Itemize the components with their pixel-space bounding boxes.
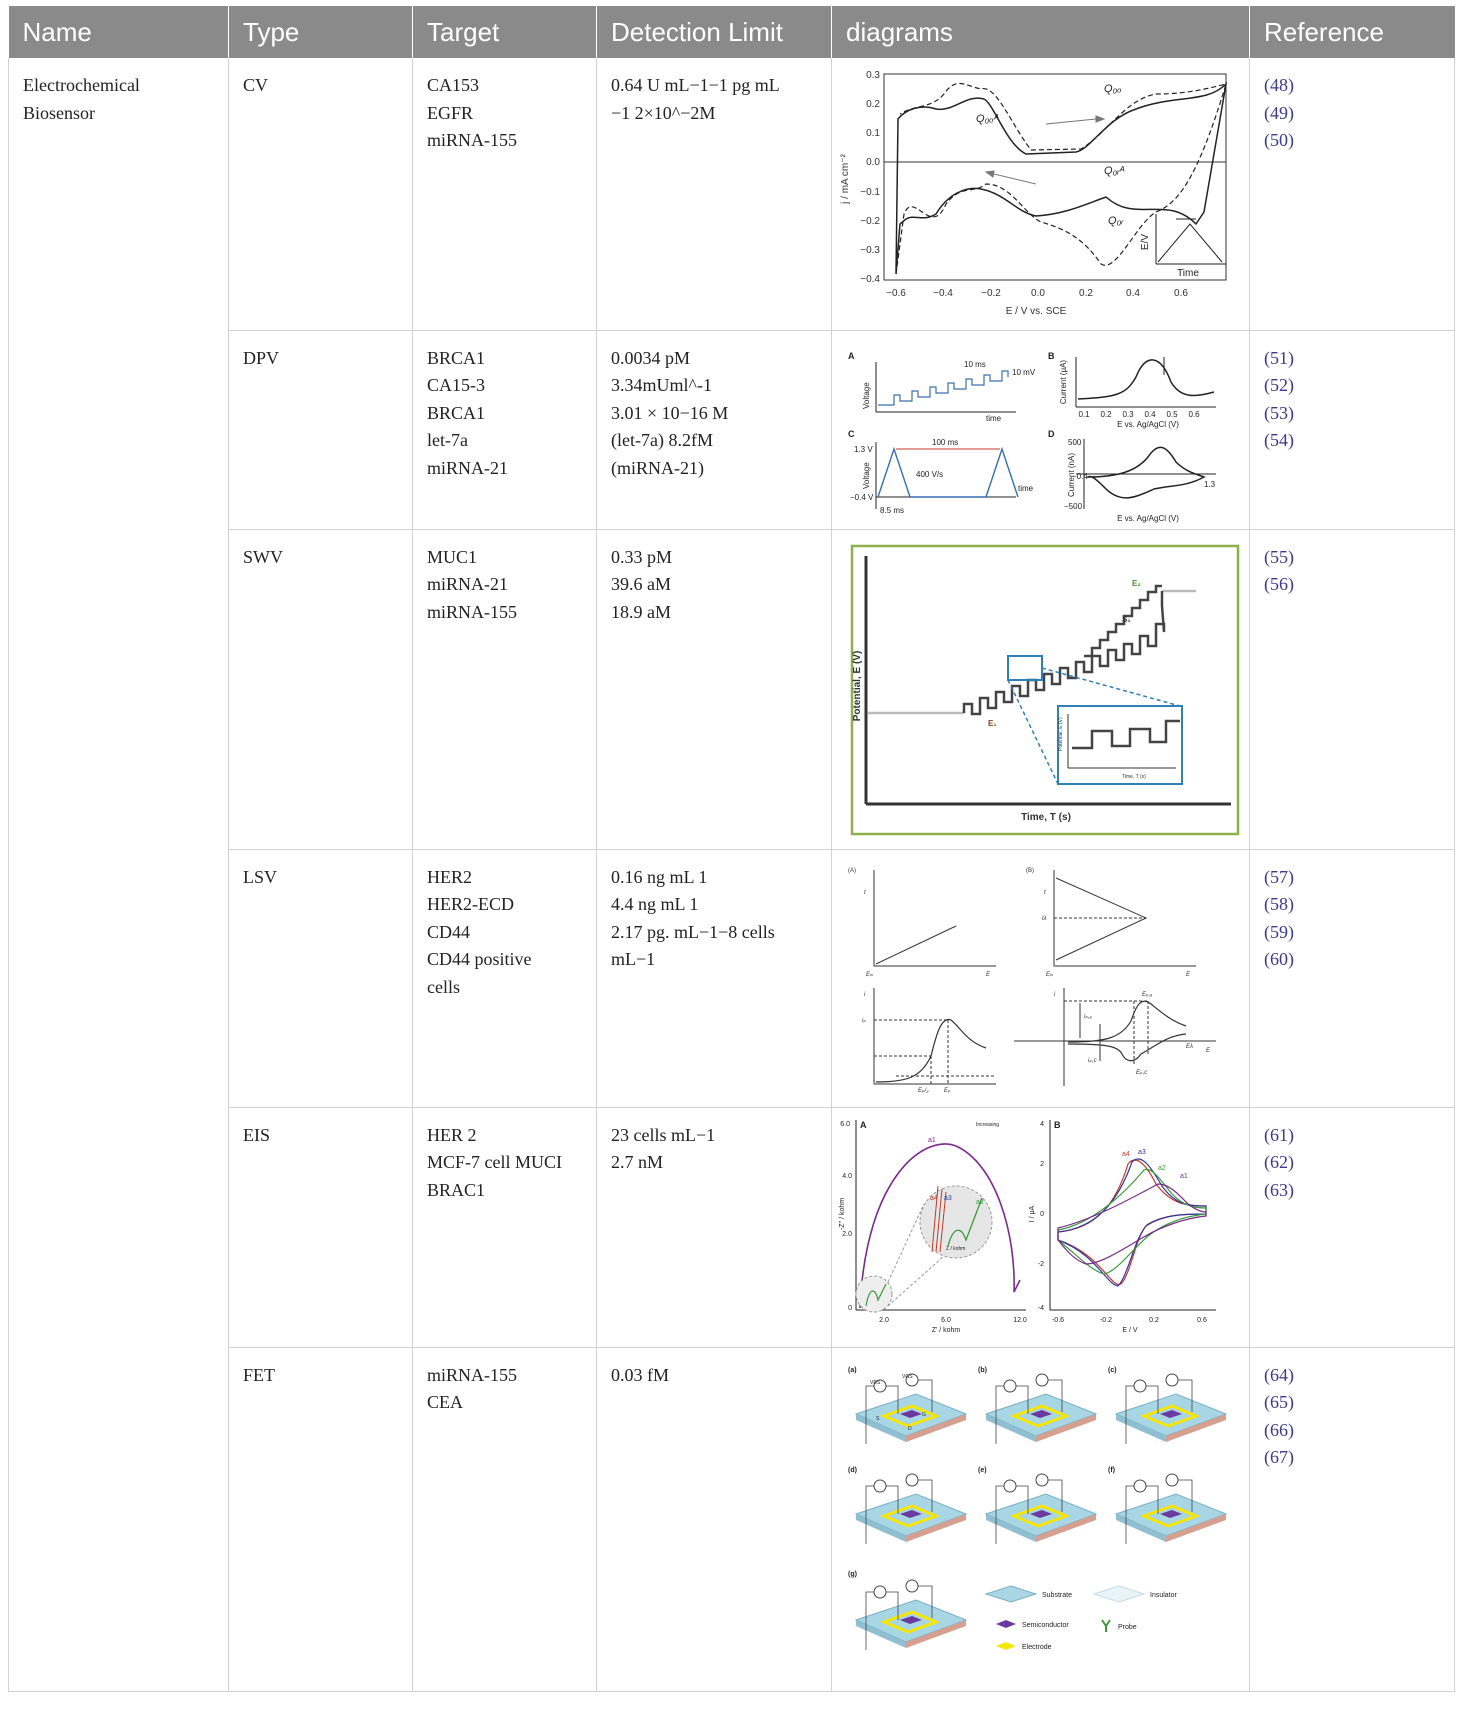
cv-diagram <box>836 64 1244 322</box>
target-item: BRCA1 <box>427 402 486 423</box>
dpv-diagram-cell <box>832 330 1250 529</box>
reference-link[interactable]: (60) <box>1264 949 1294 969</box>
cv-xlabel: E / V vs. SCE <box>1005 306 1067 317</box>
dpv-b-xtick: 0.5 <box>1166 409 1178 419</box>
dpv-c-label-width: 8.5 ms <box>880 505 905 515</box>
reference-link[interactable]: (52) <box>1264 375 1294 395</box>
reference-link[interactable]: (67) <box>1264 1447 1294 1467</box>
lsv-diagram-cell <box>832 849 1250 1107</box>
eis-a-ylabel: -Z'' / kohm <box>839 1197 846 1230</box>
cv-ytick: −0.1 <box>860 187 880 198</box>
cv-xtick: −0.4 <box>933 288 953 299</box>
header-diagrams: diagrams <box>832 6 1250 58</box>
fet-panel-f: (f) <box>1108 1466 1115 1474</box>
swv-label-e1: E₁ <box>988 718 997 728</box>
dpv-panel-a: A <box>848 350 855 361</box>
fet-term-d: D <box>908 1425 912 1432</box>
lsv-label: iₚ <box>862 1017 866 1024</box>
cv-ytick: 0.0 <box>866 157 880 168</box>
target-item: CD44 <box>427 921 471 942</box>
lsv-label: Eᵢₙ <box>866 971 874 978</box>
type-cell: LSV <box>229 849 413 1107</box>
swv-inset-ylabel: Potential, E (V) <box>1058 716 1064 751</box>
eis-a-label-a4: a4 <box>930 1194 938 1202</box>
target-item: MUC1 <box>427 546 478 567</box>
fet-legend-label: Substrate <box>1042 1591 1072 1599</box>
lsv-label: Eₚ,c <box>1136 1069 1148 1076</box>
limit-item: 0.03 fM <box>611 1364 669 1385</box>
target-item: miRNA-155 <box>427 601 517 622</box>
fet-panel-a: (a) <box>848 1366 857 1374</box>
eis-a-xtick: 6.0 <box>941 1316 951 1324</box>
cv-yticks <box>860 70 880 285</box>
dpv-panel-c: C <box>848 428 855 439</box>
swv-zoom-line <box>1042 668 1180 706</box>
lsv-label: t <box>864 889 866 896</box>
cv-frame <box>884 74 1226 280</box>
header-row <box>9 6 1455 58</box>
eis-a-legend-label: Increasing <box>976 1121 1000 1128</box>
dpv-b-xtick: 0.2 <box>1100 409 1112 419</box>
fet-device-sketch <box>1116 1374 1226 1444</box>
lsv-label: t <box>1044 889 1046 896</box>
cv-xtick: 0.2 <box>1079 288 1093 299</box>
target-item: miRNA-21 <box>427 574 508 594</box>
dpv-b-xtick: 0.1 <box>1078 409 1090 419</box>
eis-b-xtick: -0.6 <box>1051 1316 1065 1324</box>
lsv-label: tλ <box>1042 915 1047 922</box>
cv-xtick: 0.4 <box>1126 288 1140 299</box>
eis-b-xtick: -0.2 <box>1099 1316 1113 1324</box>
fet-legend-substrate-swatch <box>986 1586 1036 1602</box>
eis-b-ylabel: I / μA <box>1029 1205 1036 1222</box>
limit-item: −1 2×10^−2M <box>611 102 716 123</box>
cv-inset-triangle <box>1158 224 1222 262</box>
fet-term-g: G <box>922 1411 926 1418</box>
lsv-label: i <box>864 991 866 998</box>
cv-xtick: −0.6 <box>886 288 906 299</box>
dpv-a-label-time: time <box>986 413 1002 423</box>
dpv-a-label-mv: 10 mV <box>1012 367 1036 377</box>
reference-link[interactable]: (59) <box>1264 921 1294 942</box>
eis-a-ytick: 2.0 <box>842 1230 852 1238</box>
eis-b-xtick: 0.6 <box>1197 1316 1207 1324</box>
eis-a-label-a1: a1 <box>928 1136 936 1144</box>
target-item: let-7a <box>427 430 468 450</box>
cv-ytick: 0.2 <box>866 99 880 110</box>
reference-link[interactable]: (48) <box>1264 75 1294 95</box>
dpv-a-pulse-train <box>878 371 1008 405</box>
table-row <box>9 58 1455 330</box>
cv-label-qora: Q₀ᵣᴬ <box>1104 165 1125 177</box>
target-item: miRNA-155 <box>427 130 517 150</box>
cv-label-qor: Q₀ᵣ <box>1108 215 1124 227</box>
dpv-a-label-ms: 10 ms <box>964 359 986 369</box>
target-item: HER2-ECD <box>427 894 514 914</box>
cv-dashed-curve <box>896 84 1226 274</box>
header-name: Name <box>9 6 229 58</box>
fet-term-vds: VDS <box>870 1379 881 1386</box>
fet-legend-label: Semiconductor <box>1022 1621 1069 1629</box>
eis-b-ytick: 4 <box>1040 1120 1044 1128</box>
limit-item: 18.9 aM <box>611 601 671 622</box>
lsv-label: iₚ,ₐ <box>1084 1013 1092 1020</box>
reference-link[interactable]: (53) <box>1264 402 1294 423</box>
eis-a-ytick: 4.0 <box>842 1172 852 1180</box>
limit-item: 0.0034 pM <box>611 347 691 368</box>
lsv-panel-a: (A) <box>848 867 856 874</box>
dpv-d-xtick-left: −0.4 <box>1072 471 1088 481</box>
reference-link[interactable]: (62) <box>1264 1152 1294 1172</box>
fet-legend <box>986 1586 1178 1651</box>
fet-devices <box>856 1374 1226 1650</box>
dpv-d-xlabel: E vs. Ag/AgCl (V) <box>1117 513 1179 523</box>
reference-link[interactable]: (57) <box>1264 866 1294 887</box>
dpv-c-triangle-wave <box>878 449 1018 497</box>
swv-label-s1: S₁ <box>1122 614 1131 624</box>
reference-link[interactable]: (51) <box>1264 347 1294 368</box>
lsv-label: E <box>986 971 991 978</box>
dpv-b-xlabel: E vs. Ag/AgCl (V) <box>1117 419 1179 429</box>
swv-zoom-box <box>1008 656 1042 680</box>
target-item: MCF-7 cell MUCI <box>427 1152 562 1172</box>
limit-item: 2.7 nM <box>611 1152 664 1172</box>
limit-cell <box>597 529 832 849</box>
reference-link[interactable]: (65) <box>1264 1392 1294 1412</box>
reference-link[interactable]: (58) <box>1264 894 1294 914</box>
swv-ylabel: Potential, E (V) <box>852 650 863 721</box>
fet-legend-label: Insulator <box>1150 1591 1177 1599</box>
fet-diagram-cell <box>832 1347 1250 1691</box>
dpv-d-ytick-bottom: −500 <box>1064 501 1083 511</box>
target-cell <box>413 849 597 1107</box>
swv-inset-xlabel: Time, T (s) <box>1122 773 1146 780</box>
target-cell <box>413 1107 597 1347</box>
cv-inset-xlabel: Time <box>1177 268 1199 279</box>
reference-link[interactable]: (49) <box>1264 102 1294 123</box>
eis-b-xlabel: E / V <box>1122 1326 1138 1334</box>
dpv-panel-d: D <box>1048 428 1055 439</box>
eis-b-label-a3: a3 <box>1138 1148 1146 1156</box>
limit-cell <box>597 849 832 1107</box>
reference-cell <box>1250 1347 1455 1691</box>
reference-link[interactable]: (63) <box>1264 1179 1294 1200</box>
swv-xlabel: Time, T (s) <box>1021 811 1071 823</box>
dpv-diagram <box>836 337 1244 523</box>
lsv-label: Eₚ/₂ <box>918 1087 929 1094</box>
type-cell: FET <box>229 1347 413 1691</box>
fet-legend-label: Probe <box>1118 1623 1137 1631</box>
eis-a-inset-label: Z / kohm <box>946 1245 966 1252</box>
dpv-d-ylabel: Current (nA) <box>1067 452 1076 497</box>
cv-arrows <box>986 116 1104 184</box>
cv-xticks <box>886 288 1188 299</box>
eis-a-ytick: 0 <box>848 1304 852 1312</box>
type-cell: DPV <box>229 330 413 529</box>
target-item: BRAC1 <box>427 1179 486 1200</box>
type-cell: CV <box>229 58 413 330</box>
fet-panel-d: (d) <box>848 1466 857 1474</box>
limit-item: 3.34mUml^-1 <box>611 375 712 395</box>
cv-ytick: 0.1 <box>866 128 880 139</box>
eis-b-ytick: 2 <box>1040 1160 1044 1168</box>
fet-panel-e: (e) <box>978 1466 987 1474</box>
limit-item: 2.17 pg. mL−1−8 cells <box>611 921 775 942</box>
fet-device-sketch <box>856 1474 966 1544</box>
dpv-c-label-voltage: Voltage <box>862 461 871 489</box>
cv-xtick: −0.2 <box>981 288 1001 299</box>
eis-panel-a: A <box>860 1119 867 1130</box>
cv-ytick: −0.4 <box>860 274 880 285</box>
target-cell <box>413 529 597 849</box>
cv-arrow-head <box>1096 116 1104 122</box>
dpv-b-xtick: 0.4 <box>1144 409 1156 419</box>
eis-diagram <box>836 1114 1244 1340</box>
target-item: CA15-3 <box>427 375 485 395</box>
fet-panel-b: (b) <box>978 1366 987 1374</box>
cv-arrow-head <box>986 171 994 177</box>
cv-ylabel: j / mA cm⁻² <box>840 154 851 204</box>
name-line: Biosensor <box>23 102 95 123</box>
reference-cell <box>1250 58 1455 330</box>
cv-label-qooa: Q₀ₒᴬ <box>976 113 999 125</box>
cv-inset-ylabel: E/V <box>1140 233 1151 251</box>
target-item: CEA <box>427 1392 463 1412</box>
fet-legend-probe-swatch <box>1102 1620 1110 1632</box>
limit-item: 39.6 aM <box>611 574 671 594</box>
reference-cell <box>1250 529 1455 849</box>
eis-a-ytick: 6.0 <box>840 1120 850 1128</box>
cv-inset <box>1156 214 1226 264</box>
lsv-b-anodic-curve <box>1068 1001 1186 1042</box>
dpv-d-ytick-top: 500 <box>1068 437 1082 447</box>
limit-cell <box>597 330 832 529</box>
target-item: HER2 <box>427 866 472 887</box>
fet-panel-c: (c) <box>1108 1366 1117 1374</box>
fet-device-sketch <box>986 1474 1096 1544</box>
limit-cell <box>597 1347 832 1691</box>
target-cell <box>413 1347 597 1691</box>
target-item: CA153 <box>427 75 480 95</box>
limit-item: 0.16 ng mL 1 <box>611 866 708 887</box>
cv-ytick: 0.3 <box>866 70 880 81</box>
name-line: Electrochemical <box>23 75 140 95</box>
dpv-b-xtick: 0.6 <box>1188 409 1200 419</box>
target-item: cells <box>427 976 460 997</box>
eis-a-zoom-circle <box>856 1276 892 1312</box>
target-item: BRCA1 <box>427 347 486 368</box>
cv-xtick: 0.6 <box>1174 288 1188 299</box>
eis-b-label-a1: a1 <box>1180 1172 1188 1180</box>
fet-term-vgs: VGS <box>902 1373 913 1380</box>
swv-staircase <box>964 591 1164 714</box>
eis-a-xtick: 12.0 <box>1013 1316 1027 1324</box>
target-cell <box>413 58 597 330</box>
type-cell: EIS <box>229 1107 413 1347</box>
lsv-label: Eλ <box>1186 1043 1193 1050</box>
dpv-d-cv-loop <box>1088 447 1204 498</box>
lsv-b-triangle <box>1056 878 1146 960</box>
fet-legend-insulator-swatch <box>1094 1586 1144 1602</box>
target-item: HER 2 <box>427 1124 477 1145</box>
lsv-label: E <box>1186 971 1191 978</box>
cv-solid-curve <box>896 84 1226 274</box>
limit-item: 3.01 × 10−16 M <box>611 402 729 423</box>
dpv-c-label-bottom: −0.4 V <box>850 492 874 502</box>
reference-link[interactable]: (56) <box>1264 574 1294 594</box>
dpv-c-label-rate: 400 V/s <box>916 469 944 479</box>
dpv-c-label-top: 1.3 V <box>854 444 873 454</box>
dpv-b-ylabel: Current (μA) <box>1059 359 1068 404</box>
header-detection-limit: Detection Limit <box>597 6 832 58</box>
lsv-label: i <box>1054 991 1056 998</box>
eis-b-ytick: -2 <box>1037 1260 1044 1268</box>
limit-item: mL−1 <box>611 949 656 969</box>
fet-device-sketch <box>856 1580 966 1650</box>
header-target: Target <box>413 6 597 58</box>
limit-item: 4.4 ng mL 1 <box>611 894 699 914</box>
limit-item: (let-7a) 8.2fM <box>611 430 713 450</box>
reference-cell <box>1250 1107 1455 1347</box>
lsv-panel-b: (B) <box>1026 867 1034 874</box>
data-table <box>8 6 1455 1692</box>
eis-b-label-a2: a2 <box>1158 1164 1166 1172</box>
reference-cell <box>1250 849 1455 1107</box>
limit-item: (miRNA-21) <box>611 457 704 478</box>
dpv-d-xtick-right: 1.3 <box>1204 479 1216 489</box>
reference-link[interactable]: (61) <box>1264 1124 1294 1145</box>
dpv-b-peak-curve <box>1078 359 1214 398</box>
fet-term-s: S <box>876 1415 880 1422</box>
lsv-label: Eₚ <box>944 1087 951 1094</box>
swv-label-e2: E₂ <box>1132 578 1141 588</box>
reference-link[interactable]: (50) <box>1264 130 1294 150</box>
eis-a-xlabel: Z' / kohm <box>931 1326 961 1334</box>
target-item: CD44 positive <box>427 949 532 969</box>
eis-panel-b: B <box>1054 1119 1061 1130</box>
cv-label-qoo: Q₀ₒ <box>1104 83 1122 95</box>
cv-ytick: −0.2 <box>860 216 880 227</box>
cv-arrow-forward <box>1046 119 1096 124</box>
limit-cell <box>597 1107 832 1347</box>
eis-b-label-a4: a4 <box>1122 1150 1130 1158</box>
eis-b-xtick: 0.2 <box>1149 1316 1159 1324</box>
dpv-a-label-voltage: Voltage <box>862 381 871 409</box>
cv-arrow-back <box>994 174 1036 184</box>
limit-item: 0.64 U mL−1−1 pg mL <box>611 75 780 95</box>
reference-link[interactable]: (55) <box>1264 546 1294 567</box>
dpv-c-label-period: 100 ms <box>932 437 959 447</box>
fet-device-sketch <box>986 1374 1096 1444</box>
target-item: EGFR <box>427 102 474 123</box>
eis-a-label-a3: a3 <box>944 1194 952 1202</box>
fet-legend-electrode-swatch <box>996 1642 1016 1650</box>
target-cell <box>413 330 597 529</box>
dpv-panel-b: B <box>1048 350 1055 361</box>
reference-link[interactable]: (66) <box>1264 1419 1294 1440</box>
reference-cell <box>1250 330 1455 529</box>
swv-diagram-cell <box>832 529 1250 849</box>
header-type: Type <box>229 6 413 58</box>
fet-legend-semiconductor-swatch <box>996 1620 1016 1628</box>
eis-a-xtick: 2.0 <box>879 1316 889 1324</box>
target-item: miRNA-155 <box>427 1364 517 1385</box>
eis-a-label-a2: a2 <box>976 1198 984 1206</box>
swv-zoom-line <box>1008 680 1058 784</box>
lsv-b-cathodic-curve <box>1068 1034 1186 1061</box>
lsv-label: iₚ,c <box>1088 1057 1097 1064</box>
type-cell: SWV <box>229 529 413 849</box>
lsv-diagram <box>836 856 1244 1100</box>
fet-panel-g: (g) <box>848 1570 857 1578</box>
cv-diagram-cell <box>832 58 1250 330</box>
lsv-label: Eᵢₙ <box>1046 971 1054 978</box>
fet-diagram <box>836 1354 1244 1684</box>
eis-a-zoom-line <box>888 1204 924 1282</box>
fet-device-sketch <box>1116 1474 1226 1544</box>
cv-ytick: −0.3 <box>860 245 880 256</box>
lsv-label: E <box>1206 1047 1211 1054</box>
eis-diagram-cell <box>832 1107 1250 1347</box>
eis-b-ytick: 0 <box>1040 1210 1044 1218</box>
dpv-c-label-time: time <box>1018 483 1034 493</box>
name-cell <box>9 58 229 1691</box>
limit-item: 23 cells mL−1 <box>611 1124 716 1145</box>
reference-link[interactable]: (64) <box>1264 1364 1294 1385</box>
dpv-b-xtick: 0.3 <box>1122 409 1134 419</box>
swv-diagram <box>836 536 1244 842</box>
lsv-a-ramp <box>876 926 956 964</box>
cv-xtick: 0.0 <box>1031 288 1045 299</box>
eis-b-ytick: -4 <box>1037 1304 1044 1312</box>
fet-legend-label: Electrode <box>1022 1643 1052 1651</box>
limit-cell <box>597 58 832 330</box>
reference-link[interactable]: (54) <box>1264 430 1294 450</box>
target-item: miRNA-21 <box>427 457 508 478</box>
limit-item: 0.33 pM <box>611 546 673 567</box>
header-reference: Reference <box>1250 6 1455 58</box>
lsv-label: Eₚ,ₐ <box>1142 991 1153 998</box>
